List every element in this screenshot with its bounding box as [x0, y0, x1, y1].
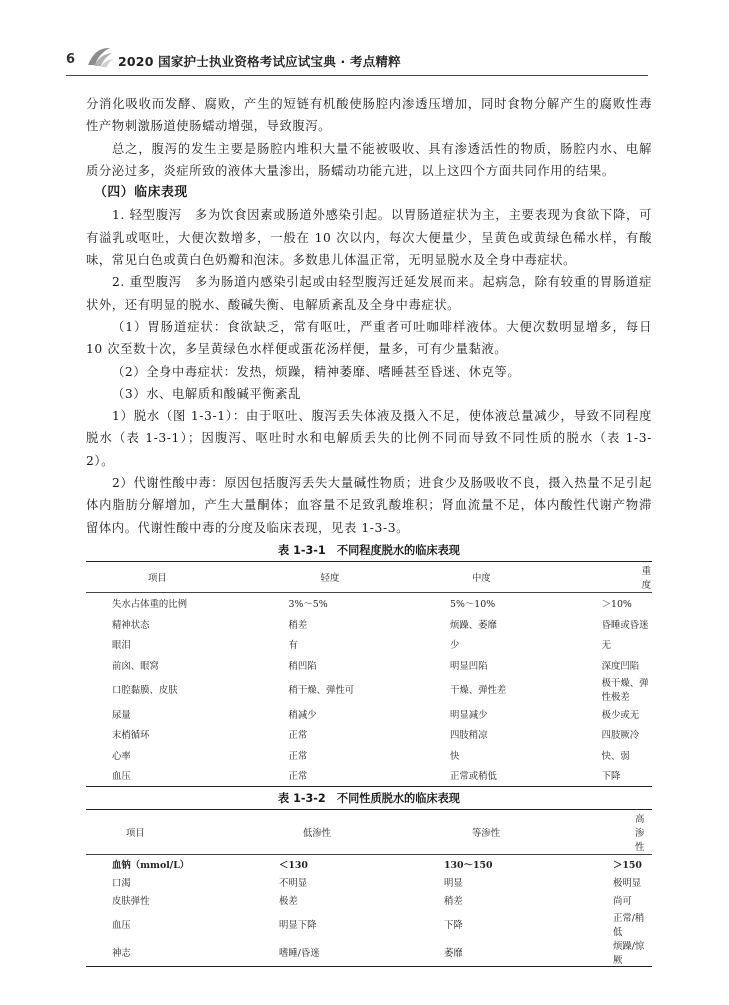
table-cell: 正常或稍低: [450, 765, 602, 786]
table-cell: 嗜睡/昏迷: [279, 938, 444, 967]
table-cell: 尿量: [112, 709, 131, 721]
column-header: 低渗性: [279, 810, 444, 855]
dehydration-nature-table: [86, 809, 652, 967]
table-cell: 3%～5%: [288, 599, 328, 611]
table-cell: 皮肤弹性: [112, 896, 150, 908]
table-row: [86, 675, 652, 703]
table-row: [86, 938, 652, 967]
table-cell: 血压: [112, 919, 131, 931]
table-cell: 血钠（mmol/L）: [112, 860, 190, 872]
table-cell: 少: [450, 640, 460, 652]
table-cell: 极少或无: [601, 709, 640, 721]
paragraph: 2）代谢性酸中毒：原因包括腹泻丢失大量碱性物质；进食少及肠吸收不良，摄入热量不足引起体内脂肪分解增加，产生大量酮体；血容量不足致乳酸堆积；肾血流量不足，体内酸性代谢产物滞留体内。代谢性酸中毒的分度及临床表现，见表 1-3-3。: [86, 476, 652, 535]
table-cell: 稍差: [444, 896, 463, 908]
table-caption: 表 1-3-2 不同性质脱水的临床表现: [278, 792, 460, 805]
table-cell: 无: [601, 640, 611, 652]
running-title: 2020 国家护士执业资格考试应试宝典 · 考点精粹: [118, 54, 401, 69]
table-cell: 有: [288, 640, 298, 652]
table-cell: 明显减少: [450, 709, 488, 721]
table-cell: 失水占体重的比例: [112, 599, 188, 611]
table-cell: 四肢厥冷: [601, 730, 640, 742]
column-header: 中度: [450, 562, 602, 593]
table-cell: 极干燥、弹性极差: [601, 678, 649, 704]
table-cell: 稍干燥、弹性可: [288, 685, 355, 697]
table-row: [86, 855, 652, 874]
table-cell: 尚可: [613, 896, 632, 908]
table-cell: 不明显: [279, 878, 308, 890]
table-row: [86, 703, 652, 724]
paragraph: （2）全身中毒症状：发热，烦躁，精神萎靡、嗜睡甚至昏迷、休克等。: [112, 364, 521, 379]
paragraph: （1）胃肠道症状：食欲缺乏，常有呕吐，严重者可吐咖啡样液体。大便次数明显增多，每日 10 次至数十次，多呈黄绿色水样便或蛋花汤样便，量多，可有少量黏液。: [86, 319, 652, 357]
dehydration-degree-table: [86, 561, 652, 787]
paragraph: （3）水、电解质和酸碱平衡紊乱: [112, 386, 301, 401]
publisher-logo-icon: [86, 45, 114, 69]
table-cell: 深度凹陷: [601, 661, 640, 673]
paragraph: 1. 轻型腹泻 多为饮食因素或肠道外感染引起。以胃肠道症状为主，主要表现为食欲下降，可有溢乳或呕吐，大便次数增多，一般在 10 次以内，每次大便量少，呈黄色或黄绿色稀水样，有酸味，常见白色或黄白色奶瓣和泡沫。多数患儿体温正常，无明显脱水及全身中毒症状。: [86, 208, 652, 268]
body-text: [86, 93, 652, 539]
page-number: 6: [66, 52, 76, 67]
table-cell: 烦躁/惊厥: [613, 938, 652, 967]
table-row: [86, 891, 652, 909]
table-cell: ＜130: [279, 860, 308, 872]
dehydration-nature-table-block: [86, 789, 652, 967]
table-cell: 精神状态: [112, 619, 150, 631]
table-row: [86, 745, 652, 766]
table-cell: ＞150: [613, 860, 642, 872]
table-header-row: [86, 562, 652, 593]
table-cell: 烦躁、萎靡: [450, 619, 497, 631]
column-header: 等渗性: [444, 810, 613, 855]
table-cell: 极明显: [613, 878, 642, 890]
column-header: 项目: [86, 562, 289, 593]
column-header: 高渗性: [613, 810, 652, 855]
table-header-row: [86, 810, 652, 855]
table-cell: 昏睡或昏迷: [601, 619, 649, 631]
table-cell: 明显凹陷: [450, 661, 488, 673]
table-row: [86, 634, 652, 655]
paragraph: 总之，腹泻的发生主要是肠腔内堆积大量不能被吸收、具有渗透活性的物质，肠腔内水、电解质分泌过多，炎症所致的液体大量渗出，肠蠕动功能亢进，以上这四个方面共同作用的结果。: [86, 141, 652, 178]
table-cell: 下降: [602, 765, 652, 786]
table-cell: 神志: [86, 938, 279, 967]
paragraph: 1）脱水（图 1-3-1）：由于呕吐、腹泻丢失体液及摄入不足，使体液总量减少，导致不同程度脱水（表 1-3-1）；因腹泻、呕吐时水和电解质丢失的比例不同而导致不同性质的脱水（表 1-3-2）。: [86, 409, 652, 468]
table-cell: 稍差: [288, 619, 308, 631]
table-cell: 明显: [444, 878, 463, 890]
table-row: [86, 655, 652, 676]
table-cell: 正常: [288, 750, 308, 762]
table-cell: 正常: [288, 730, 308, 742]
column-header: 重度: [602, 562, 652, 593]
header-rule: [66, 75, 648, 76]
table-row: [86, 724, 652, 745]
table-cell: 干燥、弹性差: [450, 685, 507, 697]
table-cell: 130～150: [444, 860, 493, 872]
table-cell: 口渴: [112, 878, 131, 890]
table-row: [86, 910, 652, 938]
table-row: [86, 765, 652, 786]
paragraph: 分消化吸收而发酵、腐败，产生的短链有机酸使肠腔内渗透压增加，同时食物分解产生的腐败性毒性产物刺激肠道使肠蠕动增强，导致腹泻。: [86, 97, 652, 134]
table-cell: 口腔黏膜、皮肤: [112, 685, 178, 697]
table-cell: 下降: [444, 919, 463, 931]
table-row: [86, 593, 652, 614]
table-caption: 表 1-3-1 不同程度脱水的临床表现: [278, 544, 460, 557]
table-cell: 末梢循环: [112, 730, 150, 742]
table-row: [86, 614, 652, 635]
section-heading: （四）临床表现: [94, 185, 188, 201]
page-header: [0, 40, 729, 80]
table-cell: 稍凹陷: [288, 661, 317, 673]
table-cell: 快、弱: [601, 750, 630, 762]
table-cell: 四肢稍凉: [450, 730, 488, 742]
column-header: 项目: [86, 810, 279, 855]
table-cell: 稍减少: [288, 709, 317, 721]
table-cell: 快: [450, 750, 460, 762]
table-cell: 正常: [289, 765, 451, 786]
table-cell: 5%～10%: [450, 599, 496, 611]
table-row: [86, 873, 652, 891]
table-cell: 前囟、眼窝: [112, 661, 159, 673]
table-cell: 正常/稍低: [613, 912, 645, 938]
table-cell: 萎靡: [444, 938, 613, 967]
column-header: 轻度: [289, 562, 451, 593]
table-cell: 血压: [86, 765, 289, 786]
dehydration-degree-table-block: [86, 541, 652, 787]
table-cell: 极差: [279, 896, 298, 908]
table-cell: 明显下降: [279, 919, 317, 931]
table-cell: 心率: [112, 750, 131, 762]
paragraph: 2. 重型腹泻 多为肠道内感染引起或由轻型腹泻迁延发展而来。起病急，除有较重的胃肠道症状外，还有明显的脱水、酸碱失衡、电解质紊乱及全身中毒症状。: [86, 275, 652, 312]
table-cell: ＞10%: [601, 599, 632, 611]
table-cell: 眼泪: [112, 640, 131, 652]
